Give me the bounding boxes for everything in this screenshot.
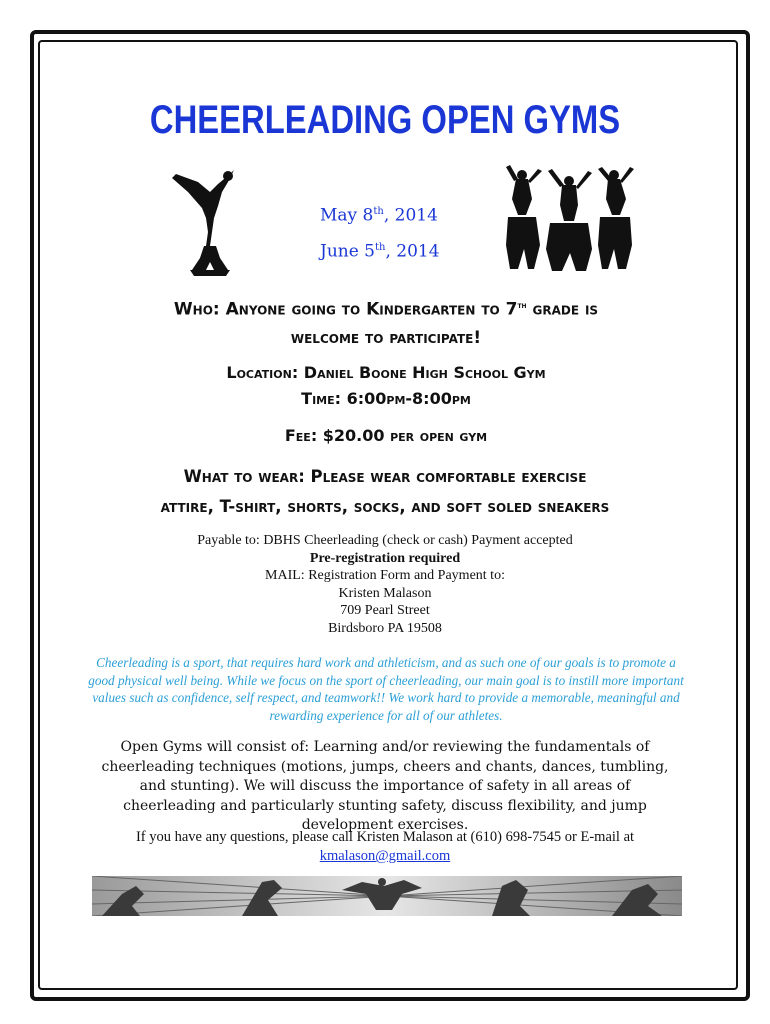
date-2-text: June 5 bbox=[320, 241, 375, 262]
location-time-section bbox=[96, 360, 676, 412]
open-gym-description: Open Gyms will consist of: Learning and/or reviewing the fundamentals of cheerleading techniques (motions, jumps, cheers and chants, dances, tumbling, and stunting). We will discuss the importance of safety in all areas of cheerleading and particularly stunting safety, discuss flexibility, and jump development exercises. bbox=[101, 739, 669, 833]
mail-street: 709 Pearl Street bbox=[340, 603, 430, 618]
date-2-year: , 2014 bbox=[385, 241, 440, 262]
contact-section bbox=[96, 828, 674, 866]
who-text-a: Who: Anyone going to Kindergarten to 7 bbox=[173, 299, 518, 320]
mail-line: MAIL: Registration Form and Payment to: bbox=[265, 568, 505, 583]
email-link[interactable]: kmalason@gmail.com bbox=[319, 848, 451, 864]
mission-statement: Cheerleading is a sport, that requires hard work and athleticism, and as such one of our goals is to promote a good physical well being. While we focus on the sport of cheerleading, our main goal is to instill more important values such as confidence, self respect, and teamwork!! We work hard to provide a memorable, meaningful and rewarding experience for all of our athletes. bbox=[88, 655, 684, 723]
who-line-2: welcome to participate! bbox=[290, 327, 482, 348]
what-to-wear-section bbox=[70, 462, 700, 522]
date-1-text: May 8 bbox=[320, 205, 374, 226]
preregistration-line: Pre-registration required bbox=[309, 550, 461, 566]
date-1 bbox=[320, 196, 440, 232]
cheer-pyramid-right-icon bbox=[504, 165, 634, 275]
wear-line-2: attire, T-shirt, shorts, socks, and soft soled sneakers bbox=[160, 497, 610, 516]
contact-line: If you have any questions, please call Kristen Malason at (610) 698-7545 or E-mail at bbox=[135, 829, 635, 845]
date-2 bbox=[320, 232, 440, 268]
date-1-suffix: th bbox=[373, 206, 384, 217]
cheer-banner-image bbox=[92, 876, 682, 916]
who-text-b: grade is bbox=[526, 299, 599, 320]
date-2-suffix: th bbox=[375, 241, 386, 253]
flyer-title: CHEERLEADING OPEN GYMS bbox=[149, 98, 621, 142]
mail-name: Kristen Malason bbox=[338, 585, 432, 601]
event-dates bbox=[320, 196, 440, 267]
payment-section bbox=[100, 532, 670, 637]
who-section bbox=[96, 292, 676, 352]
cheerleader-stunt-left-icon bbox=[168, 162, 258, 280]
mail-city: Birdsboro PA 19508 bbox=[328, 620, 442, 636]
date-1-year: , 2014 bbox=[383, 205, 438, 226]
fee-line: Fee: $20.00 per open gym bbox=[284, 426, 488, 445]
time-line: Time: 6:00pm-8:00pm bbox=[301, 389, 471, 408]
payable-line: Payable to: DBHS Cheerleading (check or cash) Payment accepted bbox=[197, 533, 573, 548]
wear-line-1: What to wear: Please wear comfortable exercise bbox=[183, 467, 587, 486]
who-suffix: th bbox=[517, 301, 527, 311]
location-line: Location: Daniel Boone High School Gym bbox=[226, 363, 546, 382]
who-line-1 bbox=[96, 292, 676, 324]
